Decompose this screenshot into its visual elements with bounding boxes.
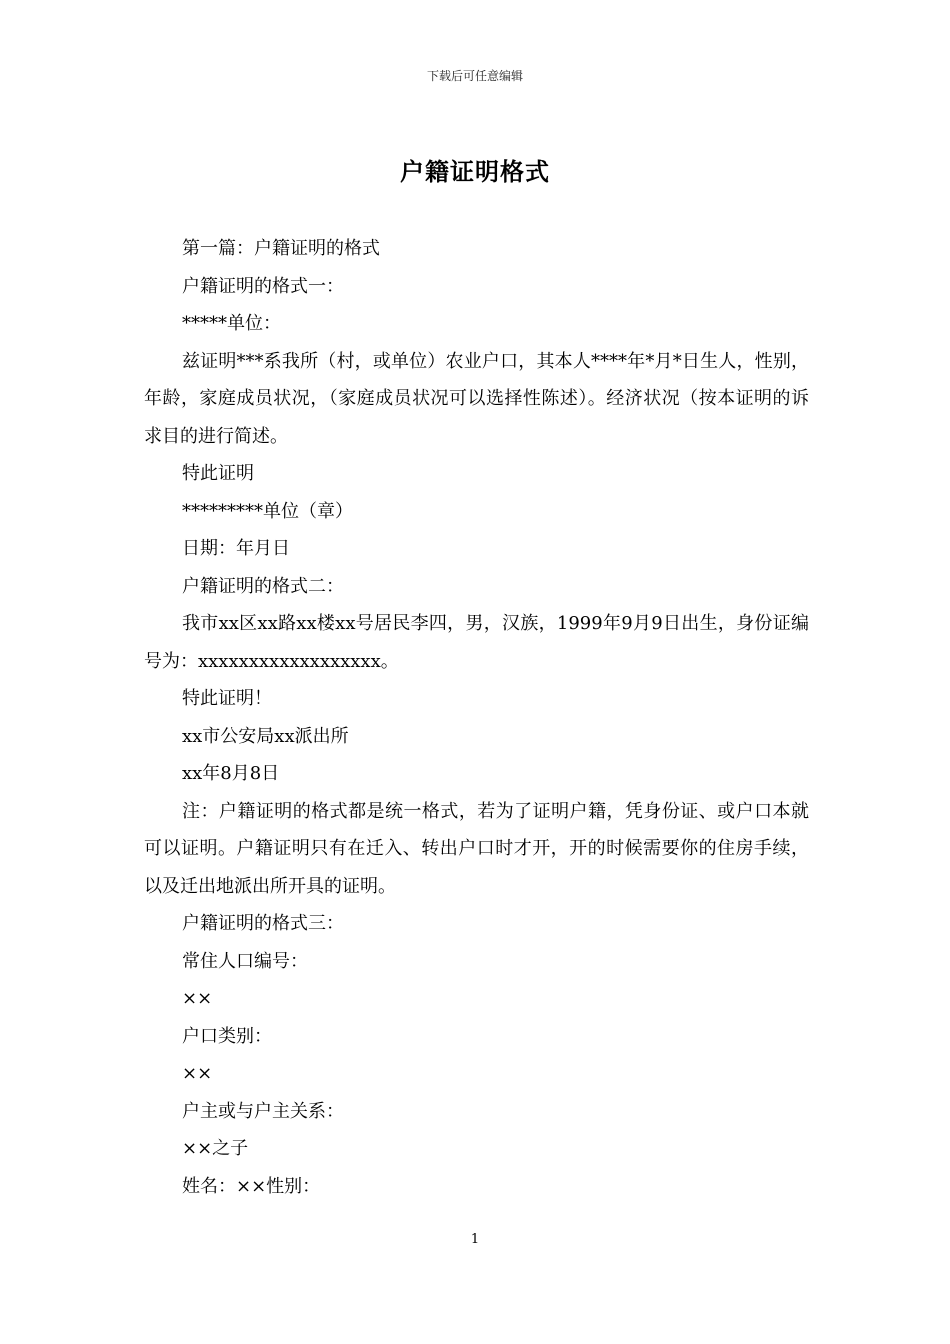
- paragraph-relation-value: ××之子: [182, 1138, 249, 1159]
- paragraph-resident-number-value: ××: [182, 988, 213, 1009]
- paragraph-closing: 特此证明: [182, 463, 254, 484]
- paragraph-resident-info: 我市xx区xx路xx楼xx号居民李四，男，汉族，1999年9月9日出生，身份证编号为：xxxxxxxxxxxxxxxxxx。: [144, 613, 809, 672]
- paragraph-closing-two: 特此证明！: [182, 688, 272, 709]
- document-body: [144, 230, 809, 1205]
- paragraph-resident-number-label: 常住人口编号：: [182, 950, 308, 972]
- paragraph-police-station: xx市公安局xx派出所: [182, 725, 349, 747]
- paragraph-recipient: *****单位：: [182, 313, 281, 334]
- paragraph-note: 注：户籍证明的格式都是统一格式，若为了证明户籍，凭身份证、或户口本就可以证明。户籍证明只有在迁入、转出户口时才开，开的时候需要你的住房手续，以及迁出地派出所开具的证明。: [144, 800, 809, 897]
- paragraph-format-two-heading: 户籍证明的格式二：: [182, 575, 344, 597]
- paragraph-name-gender: 姓名：××性别：: [182, 1175, 321, 1197]
- page-header: 下载后可任意编辑: [426, 69, 523, 83]
- paragraph-format-one-heading: 户籍证明的格式一：: [182, 275, 344, 297]
- page-number: 1: [470, 1232, 480, 1247]
- paragraph-relation-label: 户主或与户主关系：: [182, 1100, 344, 1122]
- paragraph-section-heading: 第一篇：户籍证明的格式: [182, 238, 380, 259]
- paragraph-household-type-value: ××: [182, 1063, 213, 1084]
- paragraph-format-three-heading: 户籍证明的格式三：: [182, 913, 344, 934]
- paragraph-date-two: xx年8月8日: [182, 763, 280, 784]
- paragraph-date: 日期：年月日: [182, 538, 290, 559]
- paragraph-certification-text: 兹证明***系我所（村，或单位）农业户口，其本人****年*月*日生人，性别，年龄，家庭成员状况，（家庭成员状况可以选择性陈述）。经济状况（按本证明的诉求目的进行简述。: [144, 350, 809, 447]
- paragraph-issuer-seal: *********单位（章）: [182, 500, 353, 522]
- paragraph-household-type-label: 户口类别：: [182, 1025, 272, 1047]
- document-title: 户籍证明格式: [400, 157, 550, 186]
